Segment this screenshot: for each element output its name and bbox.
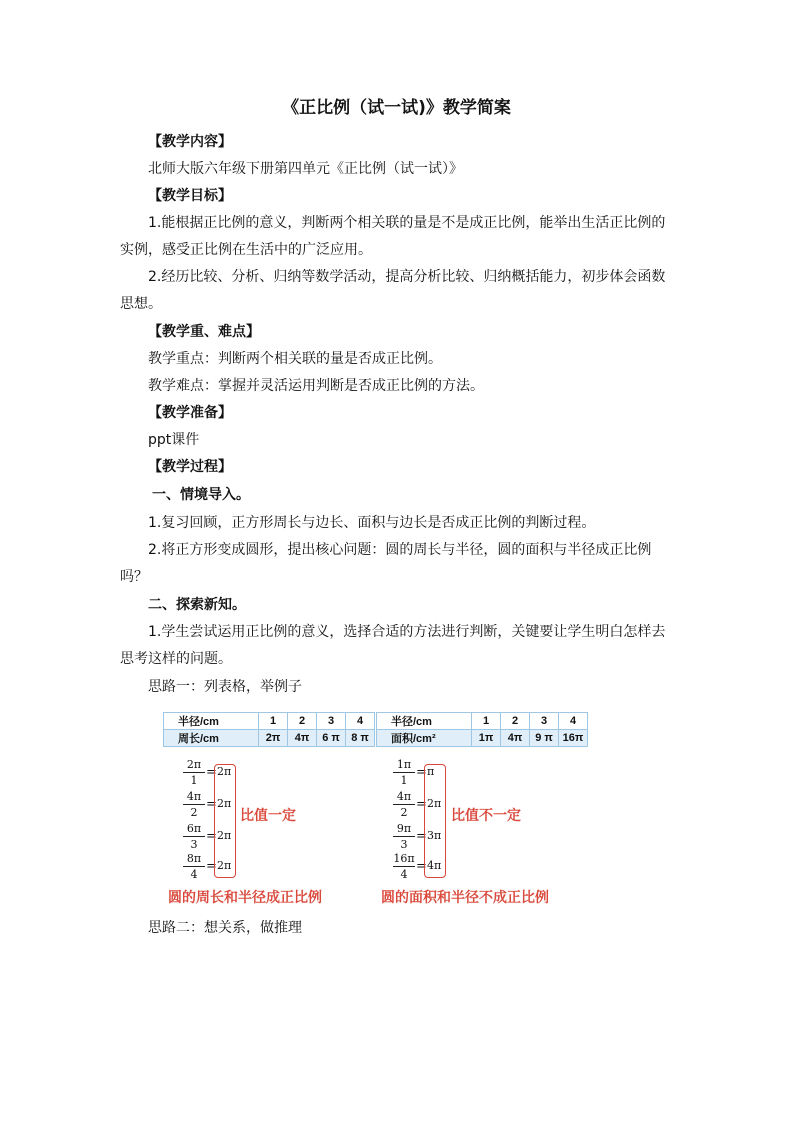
ratio-result: 2π <box>217 829 232 842</box>
ratio-denominator: 1 <box>400 774 408 787</box>
ratio-result: 2π <box>217 797 232 810</box>
ratio-result: 2π <box>217 859 232 872</box>
ratio-numerator: 2π <box>183 758 205 773</box>
ratio-denominator: 1 <box>190 774 198 787</box>
ratio-result: 3π <box>427 829 442 842</box>
equals-sign: = <box>206 829 217 844</box>
ratio-label-not-constant: 比值不一定 <box>451 808 521 824</box>
ratio-numerator: 9π <box>393 822 415 837</box>
ratio-numerator: 4π <box>393 790 415 805</box>
ratio-result: 2π <box>427 797 442 810</box>
ratio-denominator: 4 <box>190 868 198 881</box>
idea1-text: 思路一：列表格，举例子 <box>148 679 302 695</box>
ratio-result: π <box>427 765 435 778</box>
ratio-numerator: 1π <box>393 758 415 773</box>
goals-heading: 【教学目标】 <box>148 188 232 204</box>
table-cell: 6 π <box>317 730 346 747</box>
table-cell: 半径/cm <box>164 713 259 730</box>
ratio-denominator: 2 <box>400 806 408 819</box>
difficult-point: 教学难点：掌握并灵活运用判断是否成正比例的方法。 <box>148 378 484 394</box>
step1-heading: 一、情境导入。 <box>152 487 250 503</box>
content-heading: 【教学内容】 <box>148 134 232 150</box>
equals-sign: = <box>206 859 217 874</box>
table-cell: 4 <box>346 713 375 730</box>
ratio-result: 4π <box>427 859 442 872</box>
goal2-line1: 2.经历比较、分析、归纳等数学活动，提高分析比较、归纳概括能力，初步体会函数 <box>148 269 666 285</box>
page-title: 《正比例（试一试)》教学简案 <box>282 98 511 118</box>
table-cell: 2 <box>501 713 530 730</box>
ratio-numerator: 16π <box>393 852 415 865</box>
process-heading: 【教学过程】 <box>148 459 232 475</box>
ratio-bracket <box>424 764 446 878</box>
goal2-line2: 思想。 <box>120 296 162 312</box>
table-cell: 9 π <box>530 730 559 747</box>
step1-item2-line1: 2.将正方形变成圆形，提出核心问题：圆的周长与半径，圆的面积与半径成正比例 <box>148 542 652 558</box>
table-cell: 1 <box>472 713 501 730</box>
ratio-denominator: 3 <box>190 838 198 851</box>
table-cell: 4 <box>559 713 588 730</box>
table-cell: 面积/cm² <box>377 730 472 747</box>
table-cell: 8 π <box>346 730 375 747</box>
ratio-numerator: 4π <box>183 790 205 805</box>
ratio-bracket <box>214 764 236 878</box>
table-cell: 4π <box>501 730 530 747</box>
step1-item2-line2: 吗？ <box>120 569 148 585</box>
step2-item1-line1: 1.学生尝试运用正比例的意义，选择合适的方法进行判断，关键要让学生明白怎样去 <box>148 624 666 640</box>
key-point: 教学重点：判断两个相关联的量是否成正比例。 <box>148 351 442 367</box>
ratio-result: 2π <box>217 765 232 778</box>
ratio-numerator: 8π <box>183 852 205 867</box>
ratio-denominator: 4 <box>400 868 408 881</box>
table-cell: 1 <box>259 713 288 730</box>
table-cell: 半径/cm <box>377 713 472 730</box>
circumference-table <box>163 712 375 747</box>
equals-sign: = <box>416 859 427 874</box>
table-cell: 1π <box>472 730 501 747</box>
idea2-text: 思路二：想关系，做推理 <box>148 920 302 936</box>
key-heading: 【教学重、难点】 <box>148 324 260 340</box>
ratio-denominator: 3 <box>400 838 408 851</box>
step2-heading: 二、探索新知。 <box>148 597 246 613</box>
equals-sign: = <box>206 765 217 780</box>
equals-sign: = <box>416 829 427 844</box>
ratio-denominator: 2 <box>190 806 198 819</box>
area-table <box>376 712 588 747</box>
equals-sign: = <box>206 797 217 812</box>
step2-item1-line2: 思考这样的问题。 <box>120 651 232 667</box>
caption-proportional: 圆的周长和半径成正比例 <box>168 890 322 906</box>
table-cell: 3 <box>317 713 346 730</box>
goal1-line1: 1.能根据正比例的意义，判断两个相关联的量是不是成正比例，能举出生活正比例的 <box>148 215 666 231</box>
table-cell: 2 <box>288 713 317 730</box>
equals-sign: = <box>416 765 427 780</box>
table-cell: 3 <box>530 713 559 730</box>
table-cell: 4π <box>288 730 317 747</box>
caption-not-proportional: 圆的面积和半径不成正比例 <box>381 890 549 906</box>
content-text: 北师大版六年级下册第四单元《正比例（试一试）》 <box>148 161 463 177</box>
prep-text: ppt课件 <box>148 432 200 448</box>
ratio-numerator: 6π <box>183 822 205 837</box>
prep-heading: 【教学准备】 <box>148 405 232 421</box>
equals-sign: = <box>416 797 427 812</box>
table-cell: 16π <box>559 730 588 747</box>
ratio-label-constant: 比值一定 <box>240 808 296 824</box>
table-cell: 周长/cm <box>164 730 259 747</box>
step1-item1: 1.复习回顾，正方形周长与边长、面积与边长是否成正比例的判断过程。 <box>148 515 596 531</box>
table-cell: 2π <box>259 730 288 747</box>
goal1-line2: 实例，感受正比例在生活中的广泛应用。 <box>120 242 372 258</box>
